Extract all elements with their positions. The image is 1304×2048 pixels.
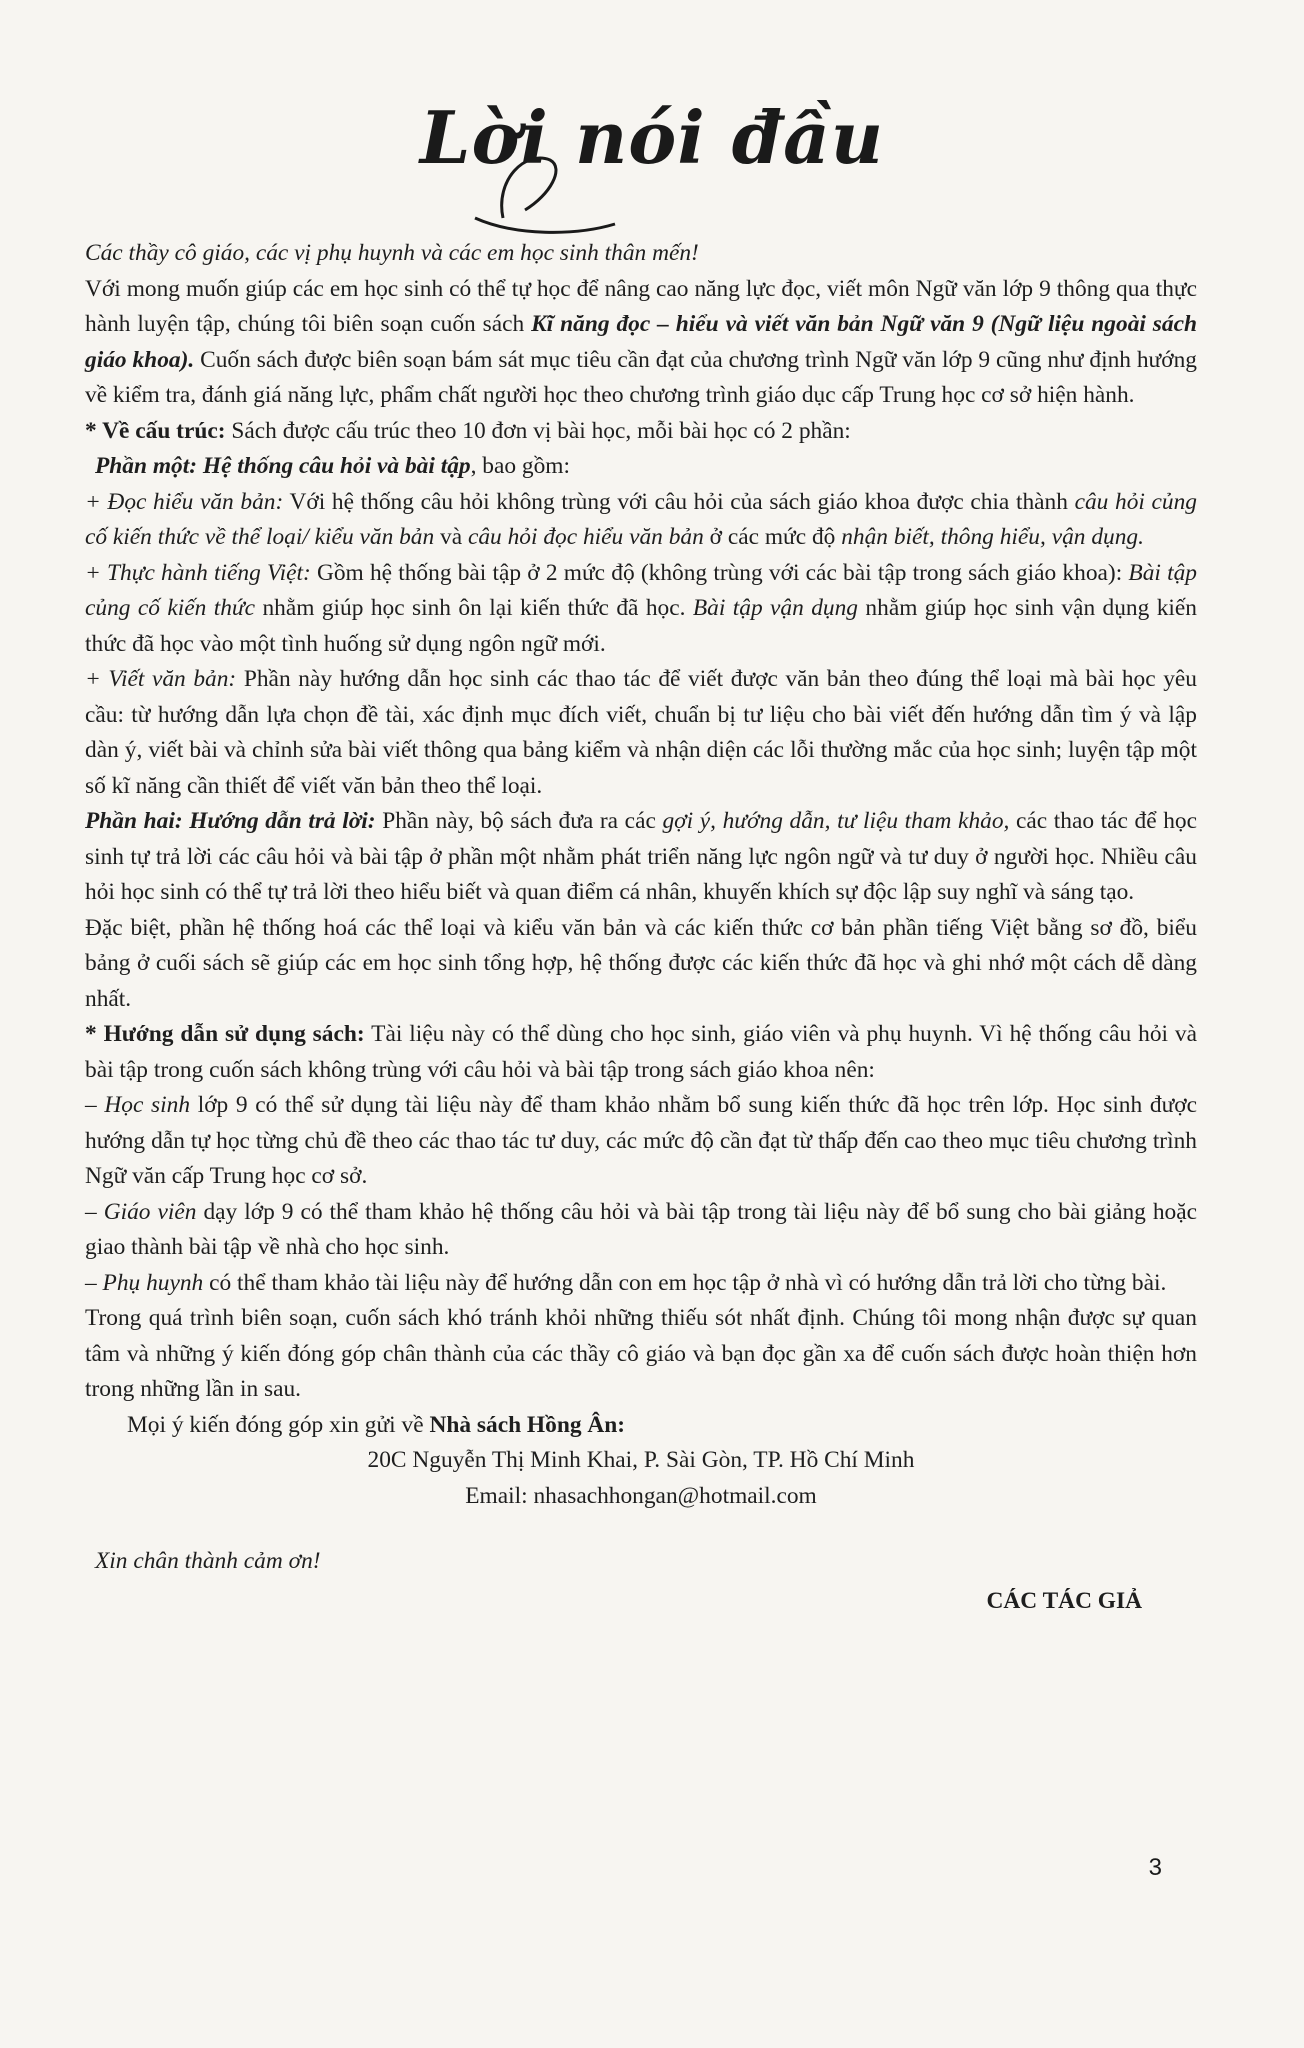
contact-email: Email: nhasachhongan@hotmail.com [465, 1482, 817, 1509]
teachers-text: dạy lớp 9 có thể tham khảo hệ thống câu hỏi và bài tập trong tài liệu này để bổ sung cho bài giảng hoặc giao thành bài tập về nhà cho học sinh. [85, 1198, 1198, 1260]
closing-paragraph: Trong quá trình biên soạn, cuốn sách khó tránh khỏi những thiếu sót nhất định. Chúng tôi mong nhận được sự quan tâm và những ý kiến đóng góp chân thành của các thầy cô giáo và bạn đọc gần xa để cuốn sách được hoàn thiện hơn trong những lần in sau. [85, 1305, 1197, 1402]
writing-text: Phần này hướng dẫn học sinh các thao tác để viết được văn bản theo đúng thể loại mà bài học yêu cầu: từ hướng dẫn lựa chọn đề tài, xác định mục đích viết, chuẩn bị tư liệu cho bài viết đến hướng dẫn tìm ý và lập dàn ý, viết bài và chỉnh sửa bài viết thông qua bảng kiểm và nhận diện các lỗi thường mắc của học sinh; luyện tập một số kĩ năng cần thiết để viết văn bản theo thể loại. [85, 666, 1198, 799]
structure-label: * Về cấu trúc: [85, 417, 226, 444]
parents-dash: – [85, 1269, 103, 1296]
usage-paragraph [85, 1017, 1197, 1088]
practice-text-3: nhằm giúp học sinh vận dụng kiến thức đã học vào một tình huống sử dụng ngôn ngữ mới. [85, 595, 1198, 657]
writing-paragraph [85, 662, 1197, 804]
reading-italic-1: câu hỏi củng cố kiến thức về thể loại/ kiểu văn bản [85, 488, 1198, 550]
intro-text-2: Cuốn sách được biên soạn bám sát mục tiêu cần đạt của chương trình Ngữ văn lớp 9 cũng như định hướng về kiểm tra, đánh giá năng lực, phẩm chất người học theo chương trình giáo dục cấp Trung học cơ sở hiện hành. [85, 346, 1197, 408]
reading-label: + Đọc hiểu văn bản: [85, 488, 284, 515]
practice-text-2: nhằm giúp học sinh ôn lại kiến thức đã học. [255, 595, 693, 621]
intro-text-1: Với mong muốn giúp các em học sinh có thể tự học để nâng cao năng lực đọc, viết môn Ngữ văn lớp 9 thông qua thực hành luyện tập, chúng tôi biên soạn cuốn sách [85, 275, 1197, 337]
special-paragraph: Đặc biệt, phần hệ thống hoá các thể loại và kiểu văn bản và các kiến thức cơ bản phần tiếng Việt bằng sơ đồ, biểu bảng ở cuối sách sẽ giúp các em học sinh tổng hợp, hệ thống được các kiến thức đã học và ghi nhớ một cách dễ dàng nhất. [85, 914, 1197, 1012]
teachers-dash: – [85, 1198, 104, 1225]
usage-label: * Hướng dẫn sử dụng sách: [85, 1021, 365, 1047]
contact-address: 20C Nguyễn Thị Minh Khai, P. Sài Gòn, TP. Hồ Chí Minh [367, 1447, 915, 1473]
practice-text-1: Gồm hệ thống bài tập ở 2 mức độ (không trùng với các bài tập trong sách giáo khoa): [310, 559, 1129, 586]
usage-text: Tài liệu này có thể dùng cho học sinh, giáo viên và phụ huynh. Vì hệ thống câu hỏi và bài tập trong cuốn sách không trùng với câu hỏi và bài tập trong sách giáo khoa nên: [85, 1021, 1197, 1083]
reading-text-2: và [434, 524, 468, 550]
reading-italic-3: nhận biết, thông hiểu, vận dụng. [841, 524, 1144, 550]
students-paragraph [85, 1088, 1197, 1195]
writing-label: + Viết văn bản: [85, 666, 237, 692]
page-number: 3 [1148, 1854, 1162, 1881]
contact-intro: Mọi ý kiến đóng góp xin gửi về [127, 1411, 430, 1438]
structure-text: Sách được cấu trúc theo 10 đơn vị bài học, mỗi bài học có 2 phần: [225, 417, 851, 444]
authors-signature: CÁC TÁC GIẢ [986, 1587, 1142, 1614]
reading-italic-2: câu hỏi đọc hiểu văn bản [467, 524, 704, 550]
intro-paragraph [85, 272, 1197, 414]
part-one-heading [85, 449, 1197, 485]
parents-paragraph [85, 1266, 1197, 1302]
practice-italic-1: Bài tập củng cố kiến thức [85, 559, 1197, 621]
students-text: lớp 9 có thể sử dụng tài liệu này để tham khảo nhằm bổ sung kiến thức đã học trên lớp. Học sinh được hướng dẫn tự học từng chủ đề theo các thao tác tư duy, các mức độ cần đạt từ thấp đến cao theo mục tiêu chương trình Ngữ văn cấp Trung học cơ sở. [85, 1092, 1198, 1189]
reading-text-1: Với hệ thống câu hỏi không trùng với câu hỏi của sách giáo khoa được chia thành [283, 488, 1075, 515]
part-two-text-1: Phần này, bộ sách đưa ra các [375, 808, 663, 834]
book-title: Kĩ năng đọc – hiểu và viết văn bản Ngữ văn 9 (Ngữ liệu ngoài sách giáo khoa). [85, 311, 1197, 373]
reading-text-3: ở các mức độ [703, 524, 842, 550]
practice-label: + Thực hành tiếng Việt: [85, 559, 311, 586]
teachers-label: Giáo viên [103, 1198, 197, 1225]
practice-paragraph [85, 556, 1197, 663]
teachers-paragraph [85, 1195, 1197, 1266]
page-title: Lời nói đầu [419, 95, 885, 180]
part-one-text: , bao gồm: [470, 453, 570, 479]
parents-text: có thể tham khảo tài liệu này để hướng dẫn con em học tập ở nhà vì có hướng dẫn trả lời cho từng bài. [203, 1269, 1167, 1296]
preface-body [85, 236, 1197, 1619]
parents-label: Phụ huynh [102, 1269, 204, 1296]
students-dash: – [85, 1092, 105, 1118]
publisher-name: Nhà sách Hồng Ân: [429, 1411, 626, 1438]
practice-italic-2: Bài tập vận dụng [692, 595, 859, 621]
thanks-line: Xin chân thành cảm ơn! [95, 1548, 321, 1574]
greeting: Các thầy cô giáo, các vị phụ huynh và các em học sinh thân mến! [85, 240, 699, 266]
reading-paragraph [85, 485, 1197, 556]
structure-paragraph [85, 414, 1197, 450]
part-two-text-2: các thao tác để học sinh tự trả lời các câu hỏi và bài tập ở phần một nhằm phát triển năng lực ngôn ngữ và tư duy ở người học. Nhiều câu hỏi học sinh có thể tự trả lời theo hiểu biết và quan điểm cá nhân, khuyến khích sự độc lập suy nghĩ và sáng tạo. [85, 808, 1198, 905]
contact-line [85, 1408, 1197, 1444]
students-label: Học sinh [104, 1092, 191, 1118]
part-two-label: Phần hai: Hướng dẫn trả lời: [85, 808, 376, 834]
part-one-label: Phần một: Hệ thống câu hỏi và bài tập [95, 453, 471, 479]
part-two-paragraph [85, 804, 1197, 911]
part-two-italic-1: gợi ý, hướng dẫn, tư liệu tham khảo, [662, 808, 1010, 834]
